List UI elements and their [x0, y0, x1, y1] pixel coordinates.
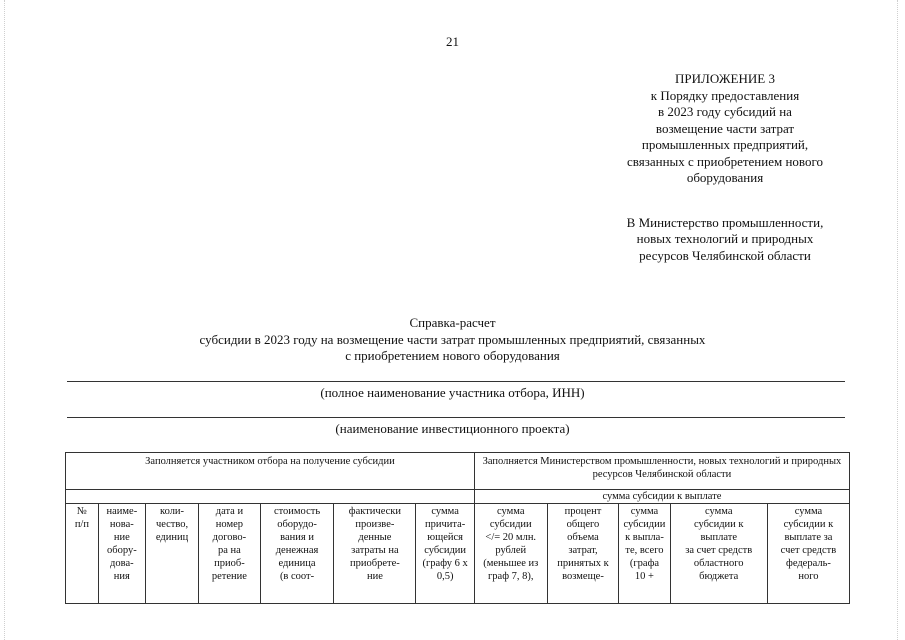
annex-line: в 2023 году субсидий на — [658, 104, 792, 119]
col-header-number: № п/п — [66, 504, 99, 604]
col-header-due-subsidy: сумма причита- ющейся субсидии (графу 6 х 0,5) — [416, 504, 474, 604]
annex-line: оборудования — [686, 170, 764, 185]
col-header-actual-costs: фактически произве- денные затраты на приобрете- ние — [334, 504, 416, 604]
col-header-quantity: коли- чество, единиц — [145, 504, 198, 604]
col-header-payout-total: сумма субсидии к выпла- те, всего (графа 10 + — [619, 504, 670, 604]
project-name-line — [67, 417, 845, 418]
page-number: 21 — [446, 34, 459, 49]
col-header-payout-federal: сумма субсидии к выплате за счет средств федераль- ного — [767, 504, 849, 604]
annex-title: ПРИЛОЖЕНИЕ 3 — [675, 71, 775, 86]
subsidy-calculation-table — [65, 452, 850, 604]
col-header-payout-regional: сумма субсидии к выплате за счет средств областного бюджета — [670, 504, 767, 604]
title-line: Справка-расчет — [409, 315, 496, 330]
annex-line: связанных с приобретением нового — [627, 153, 823, 169]
col-header-contract: дата и номер догово- ра на приоб- ретение — [199, 504, 260, 604]
annex-line: промышленных предприятий, — [641, 137, 809, 152]
project-caption: (наименование инвестиционного проекта) — [335, 421, 570, 436]
title-line: с приобретением нового оборудования — [345, 348, 560, 363]
participant-caption: (полное наименование участника отбора, ИНН) — [320, 385, 585, 400]
annex-line: к Порядку предоставления — [650, 87, 800, 103]
annex-header — [590, 71, 860, 264]
addressee-line: ресурсов Челябинской области — [639, 247, 811, 263]
document-title — [0, 315, 905, 365]
participant-name-line — [67, 381, 845, 382]
group-header-participant: Заполняется участником отбора на получение субсидии — [66, 453, 475, 490]
col-header-equipment-name: наиме- нова- ние обору- дова- ния — [98, 504, 145, 604]
col-header-percent: процент общего объема затрат, принятых к возмеще- — [547, 504, 619, 604]
addressee-line: В Министерство промышленности, — [626, 214, 824, 230]
title-line: субсидии в 2023 году на возмещение части затрат промышленных предприятий, связанных — [199, 331, 706, 347]
col-header-subsidy-cap: сумма субсидии </= 20 млн. рублей (меньшее из граф 7, 8), — [474, 504, 547, 604]
addressee-line: новых технологий и природных — [636, 231, 814, 246]
subgroup-subsidy-payout: сумма субсидии к выплате — [474, 490, 849, 504]
annex-line: возмещение части затрат — [655, 120, 795, 136]
col-header-cost: стоимость оборудо- вания и денежная единица (в соот- — [260, 504, 334, 604]
group-header-ministry: Заполняется Министерством промышленности, новых технологий и природных ресурсов Челябинской области — [474, 453, 849, 490]
subgroup-empty — [66, 490, 475, 504]
